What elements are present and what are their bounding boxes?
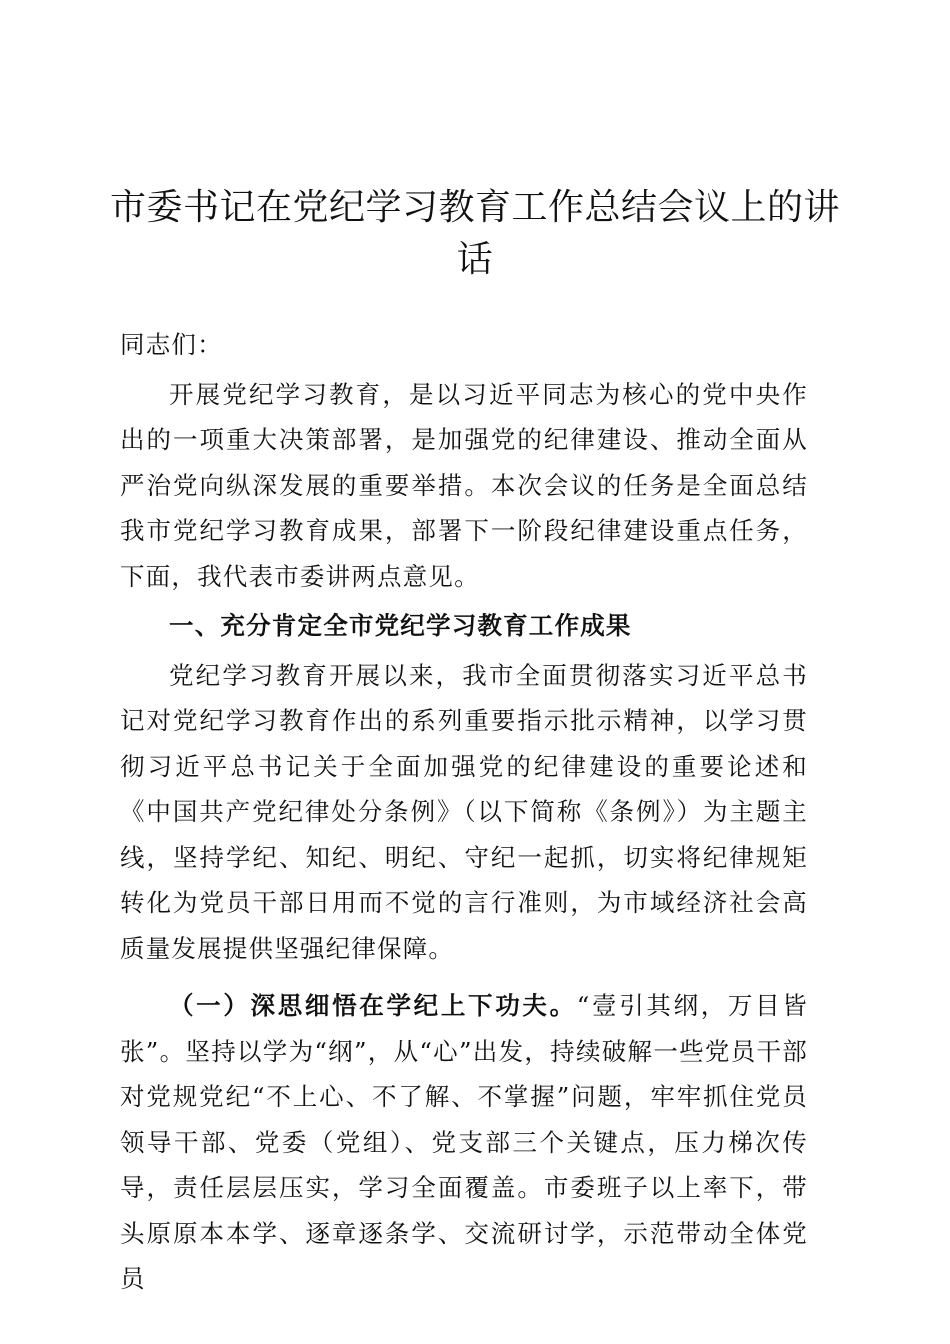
subsection-heading: （一）深思细悟在学纪上下功夫。 [169,991,577,1020]
section-paragraph: 党纪学习教育开展以来，我市全面贯彻落实习近平总书记对党纪学习教育作出的系列重要指示批示精神，以学习贯彻习近平总书记关于全面加强党的纪律建设的重要论述和《中国共产党纪律处分条例》（以下简称《条例》）为主题主线，坚持学纪、知纪、明纪、守纪一起抓，切实将纪律规矩转化为党员干部日用而不觉的言行准则，为市域经济社会高质量发展提供坚强纪律保障。 [120,660,808,963]
section-heading: 一、充分肯定全市党纪学习教育工作成果 [169,611,632,640]
salutation: 同志们： [120,330,223,359]
document-title: 市委书记在党纪学习教育工作总结会议上的讲话 [110,187,841,280]
intro-paragraph: 开展党纪学习教育，是以习近平同志为核心的党中央作出的一项重大决策部署，是加强党的纪律建设、推动全面从严治党向纵深发展的重要举措。本次会议的任务是全面总结我市党纪学习教育成果，部署下一阶段纪律建设重点任务，下面，我代表市委讲两点意见。 [120,379,808,591]
document-body [120,322,808,1302]
subsection-paragraph [120,983,808,1302]
subsection-text: “壹引其纲，万目皆张”。坚持以学为“纲”，从“心”出发，持续破解一些党员干部对党规党纪“不上心、不了解、不掌握”问题，牢牢抓住党员领导干部、党委（党组）、党支部三个关键点，压力梯次传导，责任层层压实，学习全面覆盖。市委班子以上率下，带头原原本本学、逐章逐条学、交流研讨学，示范带动全体党员 [120,991,809,1293]
